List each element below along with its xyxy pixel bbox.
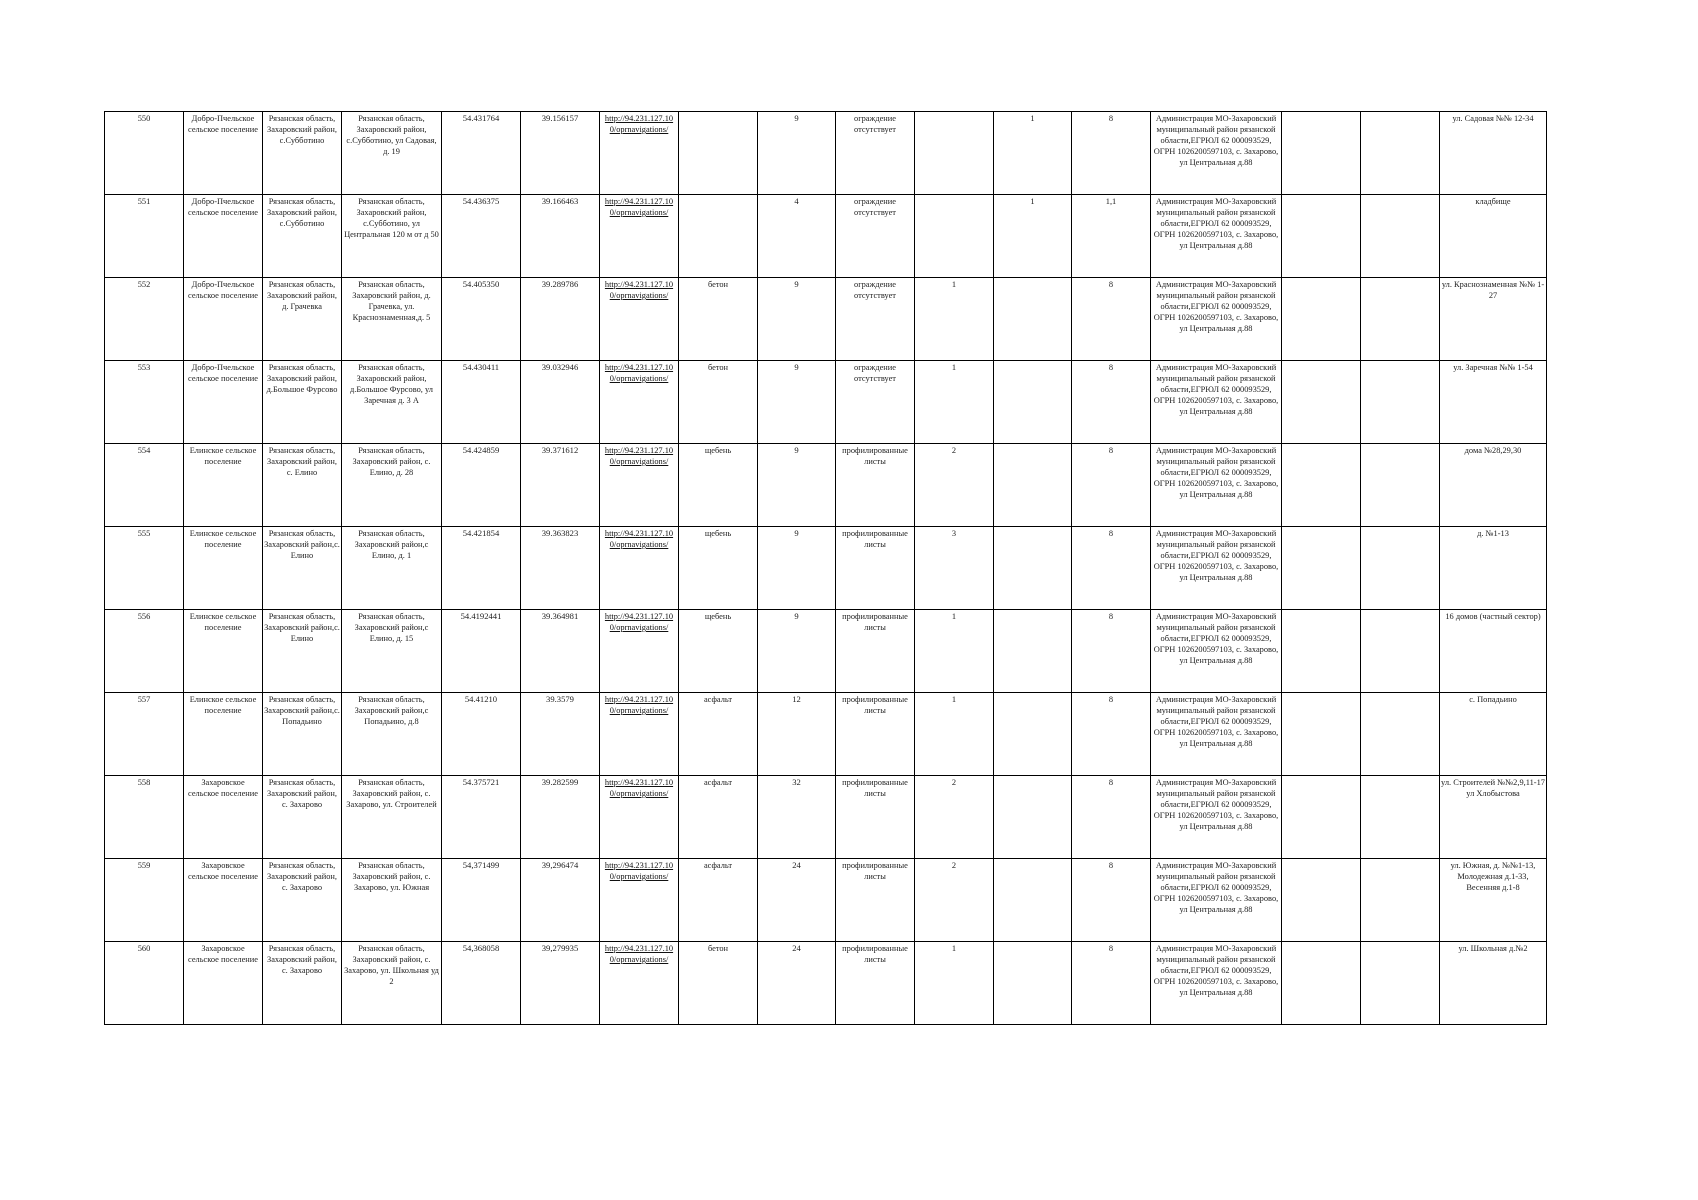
settlement-cell: Захаровское сельское поселение <box>184 859 263 942</box>
volume-cell: 8 <box>1072 610 1151 693</box>
row-number-cell: 554 <box>105 444 184 527</box>
latitude-cell: 54.41210 <box>442 693 521 776</box>
empty-cell <box>1361 195 1440 278</box>
settlement-cell: Добро-Пчельское сельское поселение <box>184 361 263 444</box>
count-cell: 1 <box>915 693 994 776</box>
location-cell: Рязанская область, Захаровский район, д.Большое Фурсово <box>263 361 342 444</box>
location-cell: Рязанская область, Захаровский район,с. Елино <box>263 527 342 610</box>
latitude-cell: 54,371499 <box>442 859 521 942</box>
longitude-cell: 39.156157 <box>521 112 600 195</box>
volume-cell: 8 <box>1072 112 1151 195</box>
longitude-cell: 39.364981 <box>521 610 600 693</box>
address-cell: Рязанская область, Захаровский район,с Елино, д. 1 <box>342 527 442 610</box>
latitude-cell: 54.431764 <box>442 112 521 195</box>
count-cell <box>994 776 1072 859</box>
table-row <box>105 776 1547 859</box>
settlement-cell: Захаровское сельское поселение <box>184 776 263 859</box>
latitude-cell: 54.430411 <box>442 361 521 444</box>
count-cell <box>994 527 1072 610</box>
address-cell: Рязанская область, Захаровский район, с.Субботино, ул Центральная 120 м от д 50 <box>342 195 442 278</box>
empty-cell <box>1282 610 1361 693</box>
longitude-cell: 39.289786 <box>521 278 600 361</box>
fence-cell: профилированные листы <box>836 776 915 859</box>
location-cell: Рязанская область, Захаровский район,с. Елино <box>263 610 342 693</box>
empty-cell <box>1282 444 1361 527</box>
served-objects-cell: д. №1-13 <box>1440 527 1547 610</box>
surface-cell: асфальт <box>679 859 758 942</box>
map-link-cell[interactable]: http://94.231.127.10 0/oprnavigations/ <box>600 776 679 859</box>
area-cell: 9 <box>758 278 836 361</box>
address-cell: Рязанская область, Захаровский район, д.Большое Фурсово, ул Заречная д. 3 А <box>342 361 442 444</box>
location-cell: Рязанская область, Захаровский район, с.Субботино <box>263 195 342 278</box>
longitude-cell: 39,296474 <box>521 859 600 942</box>
served-objects-cell: дома №28,29,30 <box>1440 444 1547 527</box>
empty-cell <box>1282 693 1361 776</box>
address-cell: Рязанская область, Захаровский район, с.Субботино, ул Садовая, д. 19 <box>342 112 442 195</box>
surface-cell: щебень <box>679 610 758 693</box>
fence-cell: профилированные листы <box>836 693 915 776</box>
latitude-cell: 54.405350 <box>442 278 521 361</box>
count-cell: 1 <box>994 112 1072 195</box>
served-objects-cell: кладбище <box>1440 195 1547 278</box>
count-cell <box>994 693 1072 776</box>
fence-cell: профилированные листы <box>836 942 915 1025</box>
row-number-cell: 551 <box>105 195 184 278</box>
owner-cell: Администрация МО-Захаровский муниципальный район рязанской области,ЕГРЮЛ 62 000093529, ОГРН 1026200597103, с. Захарово, ул Центральная д.88 <box>1151 776 1282 859</box>
empty-cell <box>1282 195 1361 278</box>
count-cell <box>915 195 994 278</box>
address-cell: Рязанская область, Захаровский район,с Елино, д. 15 <box>342 610 442 693</box>
address-cell: Рязанская область, Захаровский район, д. Грачевка, ул. Краснознаменная,д. 5 <box>342 278 442 361</box>
row-number-cell: 555 <box>105 527 184 610</box>
owner-cell: Администрация МО-Захаровский муниципальный район рязанской области,ЕГРЮЛ 62 000093529, ОГРН 1026200597103, с. Захарово, ул Центральная д.88 <box>1151 361 1282 444</box>
empty-cell <box>1361 776 1440 859</box>
container-sites-table <box>104 111 1547 1025</box>
settlement-cell: Елинское сельское поселение <box>184 610 263 693</box>
served-objects-cell: ул. Строителей №№2,9,11-17 ул Хлобыстова <box>1440 776 1547 859</box>
owner-cell: Администрация МО-Захаровский муниципальный район рязанской области,ЕГРЮЛ 62 000093529, ОГРН 1026200597103, с. Захарово, ул Центральная д.88 <box>1151 278 1282 361</box>
map-link-cell[interactable]: http://94.231.127.10 0/oprnavigations/ <box>600 610 679 693</box>
location-cell: Рязанская область, Захаровский район, с. Захарово <box>263 942 342 1025</box>
row-number-cell: 552 <box>105 278 184 361</box>
served-objects-cell: 16 домов (частный сектор) <box>1440 610 1547 693</box>
empty-cell <box>1361 361 1440 444</box>
owner-cell: Администрация МО-Захаровский муниципальный район рязанской области,ЕГРЮЛ 62 000093529, ОГРН 1026200597103, с. Захарово, ул Центральная д.88 <box>1151 859 1282 942</box>
surface-cell: асфальт <box>679 693 758 776</box>
table-row <box>105 112 1547 195</box>
surface-cell <box>679 195 758 278</box>
table-row <box>105 195 1547 278</box>
surface-cell: щебень <box>679 444 758 527</box>
owner-cell: Администрация МО-Захаровский муниципальный район рязанской области,ЕГРЮЛ 62 000093529, ОГРН 1026200597103, с. Захарово, ул Центральная д.88 <box>1151 112 1282 195</box>
settlement-cell: Добро-Пчельское сельское поселение <box>184 278 263 361</box>
map-link-cell[interactable]: http://94.231.127.10 0/oprnavigations/ <box>600 859 679 942</box>
settlement-cell: Елинское сельское поселение <box>184 527 263 610</box>
empty-cell <box>1361 859 1440 942</box>
count-cell: 1 <box>915 278 994 361</box>
empty-cell <box>1282 112 1361 195</box>
fence-cell: профилированные листы <box>836 859 915 942</box>
owner-cell: Администрация МО-Захаровский муниципальный район рязанской области,ЕГРЮЛ 62 000093529, ОГРН 1026200597103, с. Захарово, ул Центральная д.88 <box>1151 610 1282 693</box>
settlement-cell: Захаровское сельское поселение <box>184 942 263 1025</box>
table-row <box>105 610 1547 693</box>
fence-cell: ограждение отсутствует <box>836 278 915 361</box>
location-cell: Рязанская область, Захаровский район, с.Субботино <box>263 112 342 195</box>
latitude-cell: 54.421854 <box>442 527 521 610</box>
area-cell: 24 <box>758 942 836 1025</box>
count-cell: 1 <box>915 361 994 444</box>
row-number-cell: 553 <box>105 361 184 444</box>
row-number-cell: 557 <box>105 693 184 776</box>
location-cell: Рязанская область, Захаровский район, с. Захарово <box>263 859 342 942</box>
table-row <box>105 444 1547 527</box>
served-objects-cell: ул. Южная, д. №№1-13, Молодежная д.1-33, Весенняя д.1-8 <box>1440 859 1547 942</box>
surface-cell: бетон <box>679 278 758 361</box>
address-cell: Рязанская область, Захаровский район, с. Захарово, ул. Строителей <box>342 776 442 859</box>
fence-cell: профилированные листы <box>836 527 915 610</box>
table-row <box>105 278 1547 361</box>
longitude-cell: 39.282599 <box>521 776 600 859</box>
map-link-cell[interactable]: http://94.231.127.10 0/oprnavigations/ <box>600 527 679 610</box>
row-number-cell: 550 <box>105 112 184 195</box>
owner-cell: Администрация МО-Захаровский муниципальный район рязанской области,ЕГРЮЛ 62 000093529, ОГРН 1026200597103, с. Захарово, ул Центральная д.88 <box>1151 195 1282 278</box>
location-cell: Рязанская область, Захаровский район, с. Захарово <box>263 776 342 859</box>
empty-cell <box>1282 942 1361 1025</box>
count-cell <box>994 278 1072 361</box>
owner-cell: Администрация МО-Захаровский муниципальный район рязанской области,ЕГРЮЛ 62 000093529, ОГРН 1026200597103, с. Захарово, ул Центральная д.88 <box>1151 942 1282 1025</box>
area-cell: 9 <box>758 610 836 693</box>
area-cell: 9 <box>758 527 836 610</box>
empty-cell <box>1282 776 1361 859</box>
settlement-cell: Добро-Пчельское сельское поселение <box>184 195 263 278</box>
count-cell <box>994 859 1072 942</box>
volume-cell: 8 <box>1072 444 1151 527</box>
settlement-cell: Добро-Пчельское сельское поселение <box>184 112 263 195</box>
latitude-cell: 54.424859 <box>442 444 521 527</box>
location-cell: Рязанская область, Захаровский район,с. Попадьино <box>263 693 342 776</box>
count-cell: 1 <box>915 942 994 1025</box>
longitude-cell: 39.3579 <box>521 693 600 776</box>
table-body <box>105 112 1547 1025</box>
location-cell: Рязанская область, Захаровский район, с. Елино <box>263 444 342 527</box>
area-cell: 24 <box>758 859 836 942</box>
count-cell <box>994 610 1072 693</box>
empty-cell <box>1282 527 1361 610</box>
row-number-cell: 556 <box>105 610 184 693</box>
address-cell: Рязанская область, Захаровский район,с Попадьино, д.8 <box>342 693 442 776</box>
fence-cell: профилированные листы <box>836 444 915 527</box>
settlement-cell: Елинское сельское поселение <box>184 444 263 527</box>
table-row <box>105 693 1547 776</box>
area-cell: 12 <box>758 693 836 776</box>
count-cell <box>994 942 1072 1025</box>
map-link-cell[interactable]: http://94.231.127.10 0/oprnavigations/ <box>600 195 679 278</box>
served-objects-cell: ул. Краснознаменная №№ 1-27 <box>1440 278 1547 361</box>
table-row <box>105 859 1547 942</box>
settlement-cell: Елинское сельское поселение <box>184 693 263 776</box>
count-cell: 3 <box>915 527 994 610</box>
latitude-cell: 54.4192441 <box>442 610 521 693</box>
count-cell: 2 <box>915 776 994 859</box>
volume-cell: 8 <box>1072 776 1151 859</box>
owner-cell: Администрация МО-Захаровский муниципальный район рязанской области,ЕГРЮЛ 62 000093529, ОГРН 1026200597103, с. Захарово, ул Центральная д.88 <box>1151 693 1282 776</box>
area-cell: 9 <box>758 444 836 527</box>
surface-cell <box>679 112 758 195</box>
location-cell: Рязанская область, Захаровский район, д. Грачевка <box>263 278 342 361</box>
surface-cell: бетон <box>679 942 758 1025</box>
count-cell <box>994 361 1072 444</box>
longitude-cell: 39,279935 <box>521 942 600 1025</box>
empty-cell <box>1282 859 1361 942</box>
registry-table-container <box>104 111 1544 1025</box>
map-link-cell[interactable]: http://94.231.127.10 0/oprnavigations/ <box>600 444 679 527</box>
map-link-cell[interactable]: http://94.231.127.10 0/oprnavigations/ <box>600 693 679 776</box>
count-cell: 2 <box>915 859 994 942</box>
served-objects-cell: ул. Садовая №№ 12-34 <box>1440 112 1547 195</box>
empty-cell <box>1361 278 1440 361</box>
row-number-cell: 559 <box>105 859 184 942</box>
empty-cell <box>1361 610 1440 693</box>
latitude-cell: 54.436375 <box>442 195 521 278</box>
volume-cell: 8 <box>1072 278 1151 361</box>
empty-cell <box>1361 112 1440 195</box>
address-cell: Рязанская область, Захаровский район, с. Захарово, ул. Школьная уд 2 <box>342 942 442 1025</box>
surface-cell: щебень <box>679 527 758 610</box>
area-cell: 4 <box>758 195 836 278</box>
fence-cell: ограждение отсутствует <box>836 361 915 444</box>
count-cell: 1 <box>915 610 994 693</box>
area-cell: 9 <box>758 361 836 444</box>
longitude-cell: 39.166463 <box>521 195 600 278</box>
empty-cell <box>1282 278 1361 361</box>
count-cell <box>915 112 994 195</box>
volume-cell: 8 <box>1072 693 1151 776</box>
table-row <box>105 942 1547 1025</box>
map-link-cell[interactable]: http://94.231.127.10 0/oprnavigations/ <box>600 942 679 1025</box>
surface-cell: асфальт <box>679 776 758 859</box>
latitude-cell: 54.375721 <box>442 776 521 859</box>
count-cell: 1 <box>994 195 1072 278</box>
fence-cell: профилированные листы <box>836 610 915 693</box>
volume-cell: 8 <box>1072 859 1151 942</box>
table-row <box>105 361 1547 444</box>
served-objects-cell: ул. Школьная д.№2 <box>1440 942 1547 1025</box>
volume-cell: 8 <box>1072 361 1151 444</box>
empty-cell <box>1361 693 1440 776</box>
empty-cell <box>1282 361 1361 444</box>
empty-cell <box>1361 527 1440 610</box>
row-number-cell: 558 <box>105 776 184 859</box>
map-link-cell[interactable]: http://94.231.127.10 0/oprnavigations/ <box>600 361 679 444</box>
map-link-cell[interactable]: http://94.231.127.10 0/oprnavigations/ <box>600 112 679 195</box>
count-cell: 2 <box>915 444 994 527</box>
surface-cell: бетон <box>679 361 758 444</box>
fence-cell: ограждение отсутствует <box>836 112 915 195</box>
longitude-cell: 39.371612 <box>521 444 600 527</box>
owner-cell: Администрация МО-Захаровский муниципальный район рязанской области,ЕГРЮЛ 62 000093529, ОГРН 1026200597103, с. Захарово, ул Центральная д.88 <box>1151 444 1282 527</box>
empty-cell <box>1361 942 1440 1025</box>
volume-cell: 8 <box>1072 942 1151 1025</box>
count-cell <box>994 444 1072 527</box>
served-objects-cell: с. Попадьино <box>1440 693 1547 776</box>
served-objects-cell: ул. Заречная №№ 1-54 <box>1440 361 1547 444</box>
longitude-cell: 39.032946 <box>521 361 600 444</box>
owner-cell: Администрация МО-Захаровский муниципальный район рязанской области,ЕГРЮЛ 62 000093529, ОГРН 1026200597103, с. Захарово, ул Центральная д.88 <box>1151 527 1282 610</box>
volume-cell: 8 <box>1072 527 1151 610</box>
fence-cell: ограждение отсутствует <box>836 195 915 278</box>
volume-cell: 1,1 <box>1072 195 1151 278</box>
address-cell: Рязанская область, Захаровский район, с. Елино, д. 28 <box>342 444 442 527</box>
empty-cell <box>1361 444 1440 527</box>
address-cell: Рязанская область, Захаровский район, с. Захарово, ул. Южная <box>342 859 442 942</box>
latitude-cell: 54,368058 <box>442 942 521 1025</box>
table-row <box>105 527 1547 610</box>
row-number-cell: 560 <box>105 942 184 1025</box>
area-cell: 32 <box>758 776 836 859</box>
area-cell: 9 <box>758 112 836 195</box>
map-link-cell[interactable]: http://94.231.127.10 0/oprnavigations/ <box>600 278 679 361</box>
longitude-cell: 39.363823 <box>521 527 600 610</box>
